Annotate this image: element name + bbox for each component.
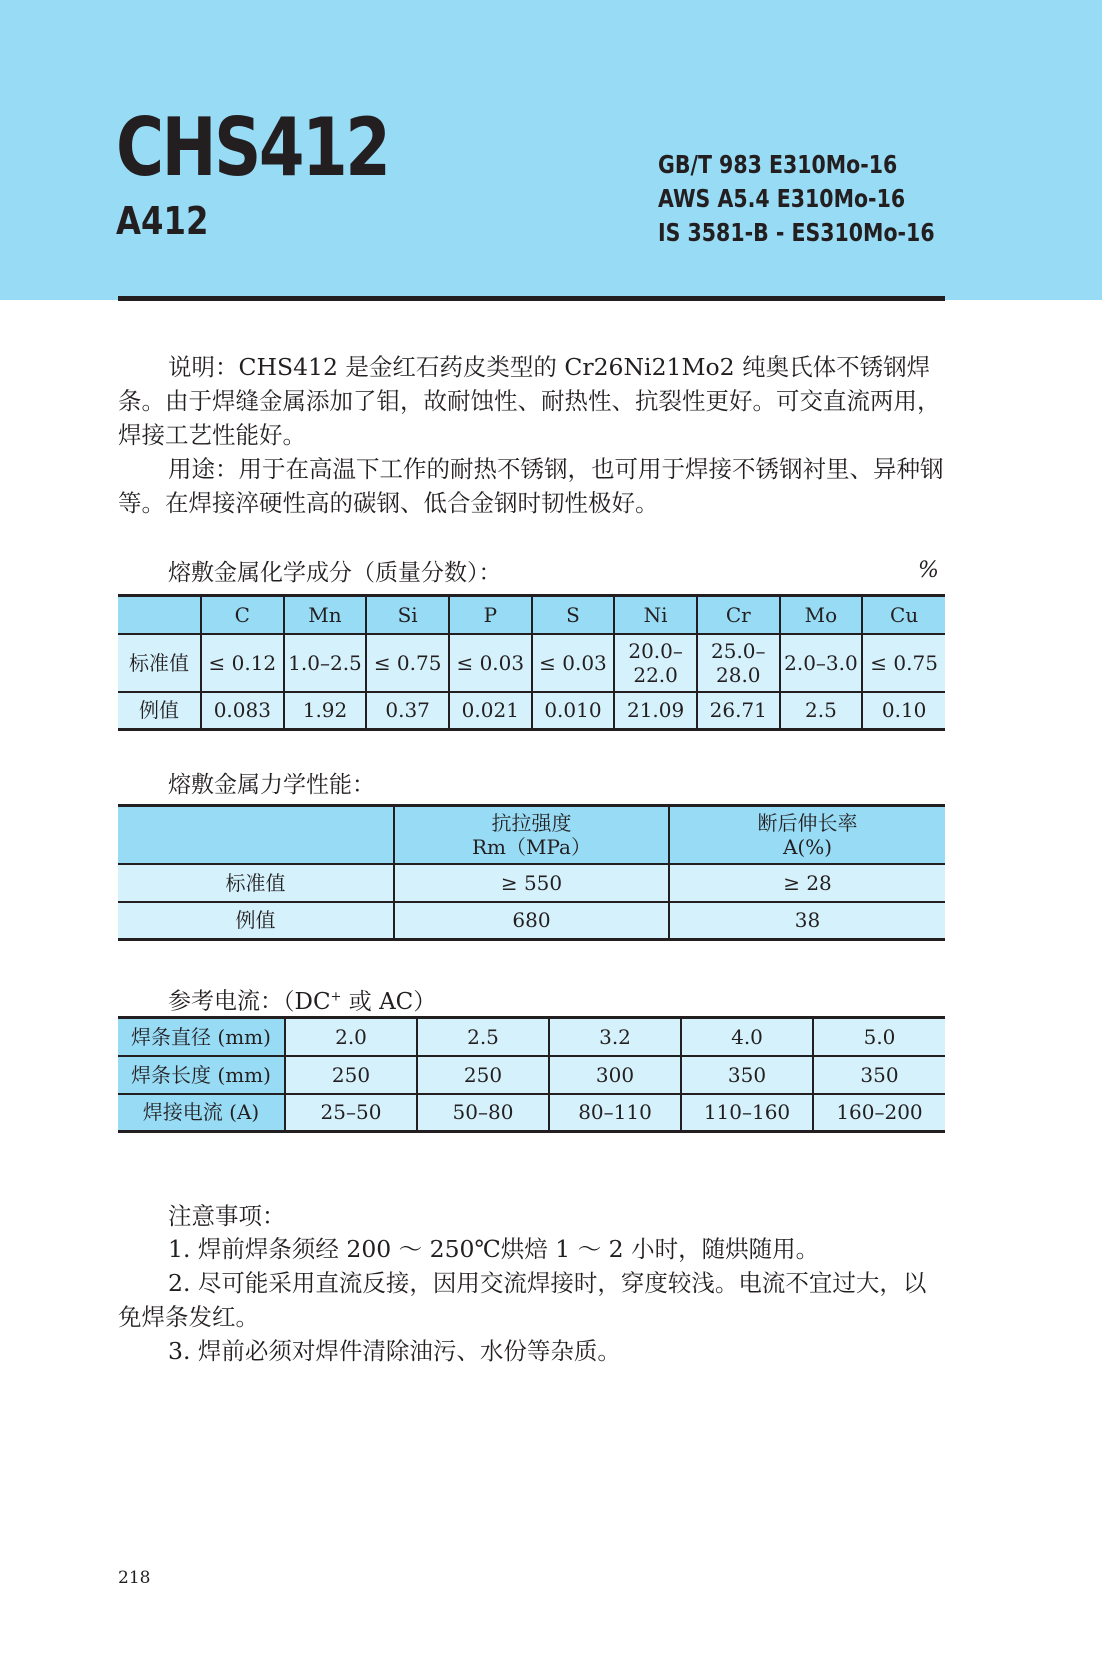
notes-title: 注意事项：: [168, 1202, 286, 1230]
notes: [118, 1200, 948, 1368]
chem-row-label: 标准值: [118, 634, 201, 692]
standards-list: [658, 148, 935, 250]
standard-aws: AWS A5.4 E310Mo-16: [658, 184, 906, 213]
chem-header-cell: Cr: [697, 596, 780, 634]
current-note-prefix: （DC: [283, 988, 331, 1015]
current-cell: 110–160: [681, 1094, 813, 1132]
current-cell: 160–200: [813, 1094, 945, 1132]
current-cell: 80–110: [549, 1094, 681, 1132]
chem-row-label: 例值: [118, 692, 201, 730]
usage-text: 用于在高温下工作的耐热不锈钢，也可用于焊接不锈钢衬里、异种钢等。在焊接淬硬性高的碳钢、低合金钢时韧性极好。: [118, 455, 944, 517]
standard-is: IS 3581-B - ES310Mo-16: [658, 218, 935, 247]
chem-cell: 2.0–3.0: [780, 634, 863, 692]
current-cell: 4.0: [681, 1018, 813, 1056]
chem-cell: 1.92: [284, 692, 367, 730]
description-label: 说明：: [168, 353, 239, 381]
mech-table: [118, 804, 945, 941]
standard-gb: GB/T 983 E310Mo-16: [658, 150, 898, 179]
chem-header-cell: P: [449, 596, 532, 634]
chem-cell: 0.37: [366, 692, 449, 730]
current-table: [118, 1016, 945, 1133]
mech-title: 熔敷金属力学性能：: [168, 772, 375, 798]
product-model: CHS412: [116, 101, 389, 194]
current-row-label: 焊条直径 (mm): [118, 1018, 285, 1056]
mech-cell: 680: [394, 902, 669, 940]
current-cell: 250: [417, 1056, 549, 1094]
mech-row-label: 标准值: [118, 864, 394, 902]
chem-table: [118, 594, 945, 731]
chem-header-cell: Si: [366, 596, 449, 634]
usage-label: 用途：: [168, 455, 239, 483]
usage-paragraph: [118, 452, 948, 520]
chem-cell: ≤ 0.75: [366, 634, 449, 692]
chem-title: 熔敷金属化学成分（质量分数）：: [168, 560, 502, 586]
chem-cell: 0.021: [449, 692, 532, 730]
chem-unit: %: [918, 558, 939, 583]
chem-cell: ≤ 0.75: [862, 634, 945, 692]
current-label: 参考电流：: [168, 988, 283, 1015]
chem-cell: ≤ 0.03: [532, 634, 615, 692]
chem-header-cell: Mo: [780, 596, 863, 634]
chem-cell: 20.0–22.0: [614, 634, 697, 692]
current-cell: 50–80: [417, 1094, 549, 1132]
chem-header-cell: [118, 596, 201, 634]
product-alias: A412: [116, 199, 209, 243]
page-number: 218: [118, 1568, 151, 1588]
chem-cell: 2.5: [780, 692, 863, 730]
chem-cell: ≤ 0.12: [201, 634, 284, 692]
chem-cell: 26.71: [697, 692, 780, 730]
mech-example-row: [118, 902, 945, 940]
current-cell: 350: [813, 1056, 945, 1094]
mech-header-cell: [118, 806, 394, 864]
mech-header-elongation: [669, 806, 945, 864]
current-cell: 2.5: [417, 1018, 549, 1056]
current-amperage-row: [118, 1094, 945, 1132]
current-cell: 300: [549, 1056, 681, 1094]
current-cell: 25–50: [285, 1094, 417, 1132]
current-note-sup: +: [330, 989, 342, 1004]
chem-cell: ≤ 0.03: [449, 634, 532, 692]
chem-cell: 0.010: [532, 692, 615, 730]
current-note: [283, 989, 436, 1015]
current-cell: 250: [285, 1056, 417, 1094]
description-paragraph: [118, 350, 948, 452]
current-cell: 5.0: [813, 1018, 945, 1056]
chem-header-cell: Mn: [284, 596, 367, 634]
mech-header-row: [118, 806, 945, 864]
mech-standard-row: [118, 864, 945, 902]
current-cell: 350: [681, 1056, 813, 1094]
chem-header-cell: S: [532, 596, 615, 634]
mech-header-tensile: [394, 806, 669, 864]
current-cell: 3.2: [549, 1018, 681, 1056]
note-item: 2. 尽可能采用直流反接，因用交流焊接时，穿度较浅。电流不宜过大，以免焊条发红。: [118, 1269, 927, 1331]
mech-cell: ≥ 28: [669, 864, 945, 902]
chem-standard-row: [118, 634, 945, 692]
current-title: [168, 982, 436, 1017]
chem-cell: 21.09: [614, 692, 697, 730]
mech-header-elongation-name: 断后伸长率: [757, 810, 858, 835]
header-rule: [118, 296, 945, 301]
current-length-row: [118, 1056, 945, 1094]
mech-cell: 38: [669, 902, 945, 940]
chem-header-row: [118, 596, 945, 634]
note-item: 1. 焊前焊条须经 200 ～ 250℃烘焙 1 ～ 2 小时，随烘随用。: [168, 1235, 820, 1263]
mech-header-tensile-name: 抗拉强度: [491, 810, 572, 835]
current-row-label: 焊接电流 (A): [118, 1094, 285, 1132]
chem-header-cell: C: [201, 596, 284, 634]
mech-row-label: 例值: [118, 902, 394, 940]
description-text: CHS412 是金红石药皮类型的 Cr26Ni21Mo2 纯奥氏体不锈钢焊条。由于焊缝金属添加了钼，故耐蚀性、耐热性、抗裂性更好。可交直流两用，焊接工艺性能好。: [118, 353, 941, 449]
description: [118, 350, 948, 520]
current-diameter-row: [118, 1018, 945, 1056]
note-item: 3. 焊前必须对焊件清除油污、水份等杂质。: [168, 1337, 621, 1365]
current-note-suffix: 或 AC）: [341, 988, 437, 1015]
chem-header-cell: Cu: [862, 596, 945, 634]
mech-header-tensile-unit: Rm（MPa）: [472, 834, 591, 859]
chem-header-cell: Ni: [614, 596, 697, 634]
chem-cell: 25.0–28.0: [697, 634, 780, 692]
mech-header-elongation-unit: A(%): [782, 834, 833, 859]
chem-cell: 0.083: [201, 692, 284, 730]
chem-example-row: [118, 692, 945, 730]
chem-cell: 1.0–2.5: [284, 634, 367, 692]
current-cell: 2.0: [285, 1018, 417, 1056]
mech-cell: ≥ 550: [394, 864, 669, 902]
chem-cell: 0.10: [862, 692, 945, 730]
current-row-label: 焊条长度 (mm): [118, 1056, 285, 1094]
